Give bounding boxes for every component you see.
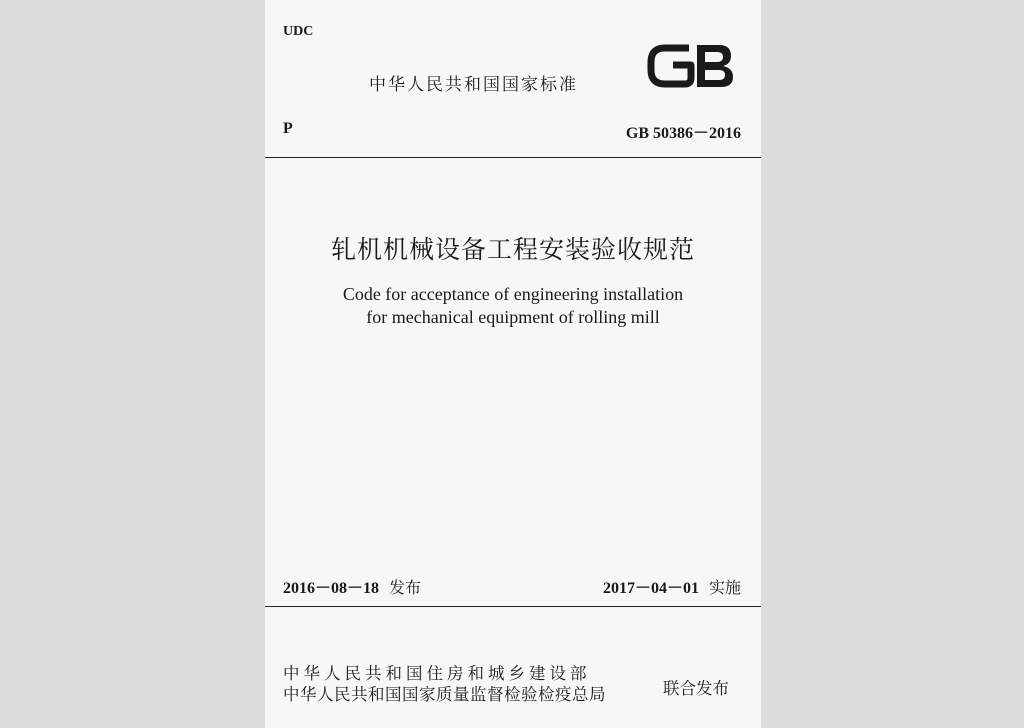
standard-type: 中华人民共和国国家标准 — [369, 75, 578, 95]
title-english — [265, 283, 761, 329]
issuer-ministry: 中华人民共和国住房和城乡建设部 — [283, 664, 591, 683]
issuers — [283, 663, 606, 705]
standard-code: GB 50386－2016 — [625, 125, 741, 142]
title-english-line-1: Code for acceptance of engineering installation — [342, 284, 684, 304]
issue-date-block — [283, 575, 421, 598]
issuer-aqsiq: 中华人民共和国国家质量监督检验检疫总局 — [283, 685, 606, 704]
effective-date: 2017－04－01 — [602, 580, 699, 597]
issue-date: 2016－08－18 — [283, 580, 380, 597]
category-label: P — [283, 120, 293, 137]
standard-cover — [265, 0, 761, 728]
gb-logo — [645, 38, 739, 94]
title-english-line-2: for mechanical equipment of rolling mill — [366, 307, 660, 327]
issue-label: 发布 — [389, 578, 422, 597]
udc-label: UDC — [283, 24, 314, 39]
joint-issue-label: 联合发布 — [663, 679, 729, 698]
effective-label: 实施 — [708, 578, 741, 597]
title-chinese: 轧机机械设备工程安装验收规范 — [330, 235, 695, 264]
top-divider — [265, 157, 761, 158]
effective-date-block — [603, 575, 741, 598]
bottom-divider — [265, 606, 761, 607]
